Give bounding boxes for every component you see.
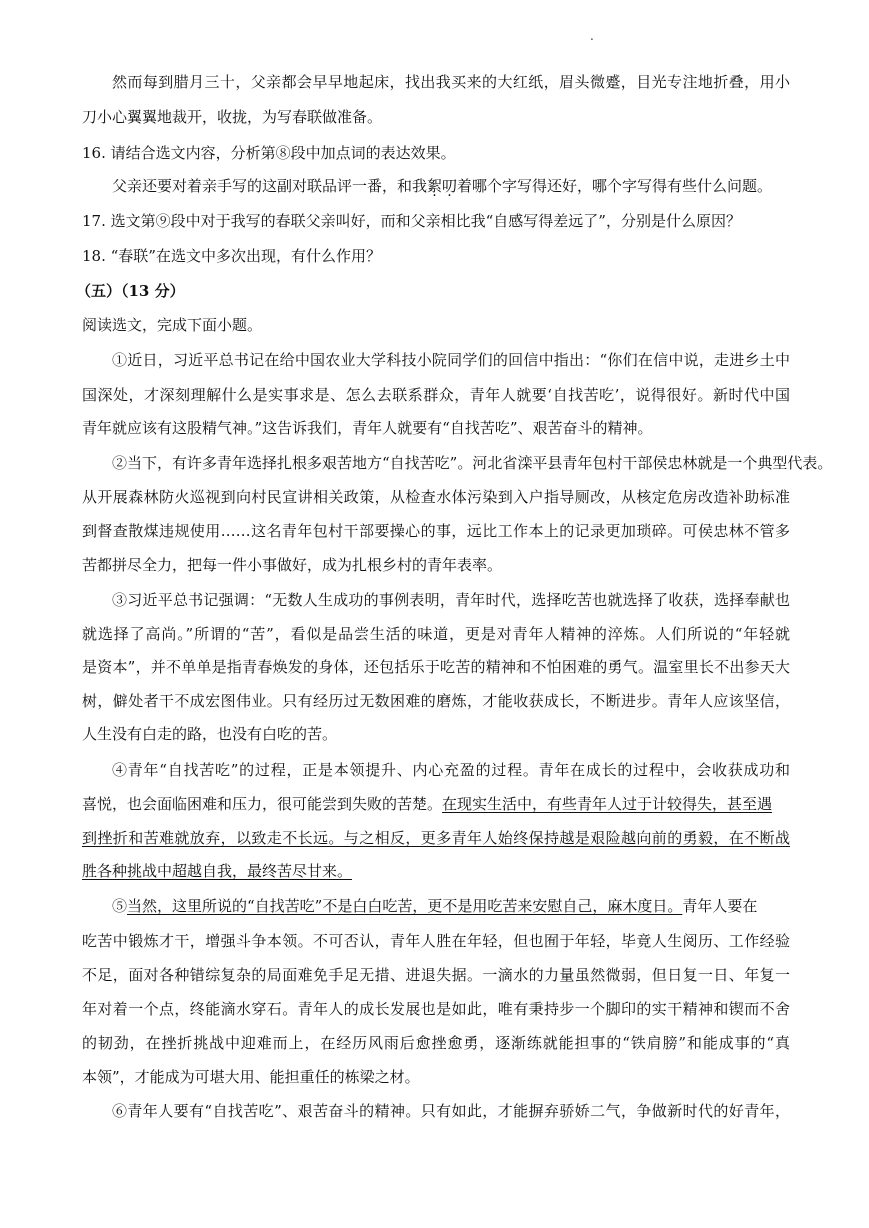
paragraph-4-line: ④青年“自找苦吃”的过程，正是本领提升、内心充盈的过程。青年在成长的过程中，会收获成功和: [112, 761, 790, 779]
paragraph-4-line: [82, 861, 790, 881]
paragraph-3-line: 是资本”，并不单单是指青春焕发的身体，还包括乐于吃苦的精神和不怕困难的勇气。温室里长不出参天大: [82, 658, 790, 676]
underlined-text: 当然，这里所说的“自找苦吃”不是白白吃苦，更不是用吃苦来安慰自己，麻木度日。: [127, 897, 683, 915]
underlined-text: 胜各种挑战中超越自我，最终苦尽甘来。: [82, 862, 353, 880]
paragraph-number: ⑤: [112, 897, 128, 915]
question-17: 17. 选文第⑨段中对于我写的春联父亲叫好，而和父亲相比我“自感写得差远了”，分别是什么原因？: [82, 212, 741, 230]
paragraph-3-line: ③习近平总书记强调：“无数人生成功的事例表明，青年时代，选择吃苦也就选择了收获，选择奉献也: [112, 591, 790, 609]
paragraph-5-line: 本领”，才能成为可堪大用、能担重任的栋梁之材。: [82, 1068, 420, 1086]
paragraph-4-line: [82, 794, 790, 814]
paragraph-5-line: 的韧劲，在挫折挑战中迎难而上，在经历风雨后愈挫愈勇，逐渐练就能担事的“铁肩膀”和能成事的“真: [82, 1034, 790, 1052]
dotted-char: 絮: [427, 177, 443, 195]
paragraph-2-line: 从开展森林防火巡视到向村民宣讲相关政策，从检查水体污染到入户指导厕改，从核定危房改造补助标准: [82, 488, 790, 506]
plain-text: 青年人要在: [682, 897, 758, 915]
instruction: 阅读选文，完成下面小题。: [82, 316, 263, 334]
paragraph-1-line: 青年就应该有这股精气神。”这告诉我们，青年人就要有“自找苦吃”、艰苦奋斗的精神。: [82, 419, 653, 437]
quote-text: 父亲还要对着亲手写的这副对联品评一番，和我: [112, 177, 428, 195]
paragraph-2-line: ②当下，有许多青年选择扎根多艰苦地方“自找苦吃”。河北省滦平县青年包村干部侯忠林就是一个典型代表。: [112, 454, 833, 472]
paragraph-5-line: 不足，面对各种错综复杂的局面难免手足无措、进退失据。一滴水的力量虽然微弱，但日复一日、年复一: [82, 966, 790, 984]
paragraph-2-line: 苦都拼尽全力，把每一件小事做好，成为扎根乡村的青年表率。: [82, 556, 503, 574]
paragraph-3-line: 树，僻处者干不成宏图伟业。只有经历过无数困难的磨炼，才能收获成长，不断进步。青年人应该坚信，: [82, 692, 790, 710]
plain-text: 喜悦，也会面临困难和压力，很可能尝到失败的苦楚。: [82, 795, 443, 813]
question-16: 16. 请结合选文内容，分析第⑧段中加点词的表达效果。: [82, 144, 456, 162]
paragraph-6-line: ⑥青年人要有“自找苦吃”、艰苦奋斗的精神。只有如此，才能摒弃骄娇二气，争做新时代的好青年，: [112, 1102, 790, 1120]
paragraph-5-line: 吃苦中锻炼才干，增强斗争本领。不可否认，青年人胜在年轻，但也囿于年轻，毕竟人生阅历、工作经验: [82, 932, 790, 950]
paragraph-4-line: 到挫折和苦难就放弃，以致走不长远。与之相反，更多青年人始终保持越是艰险越向前的勇毅，在不断战: [82, 829, 790, 847]
passage-line: 刀小心翼翼地裁开，收拢，为写春联做准备。: [82, 108, 383, 126]
paragraph-5-line: [112, 896, 790, 916]
paragraph-3-line: 就选择了高尚。”所谓的“苦”，看似是品尝生活的味道，更是对青年人精神的淬炼。人们所说的“年轻就: [82, 625, 790, 643]
paragraph-1-line: ①近日，习近平总书记在给中国农业大学科技小院同学们的回信中指出：“你们在信中说，走进乡土中: [112, 351, 790, 369]
page-mark: .: [590, 29, 594, 43]
question-16-quote: [112, 176, 790, 196]
underlined-text: 在现实生活中，有些青年人过于计较得失，甚至遇: [442, 795, 773, 813]
paragraph-1-line: 国深处，才深刻理解什么是实事求是、怎么去联系群众，青年人就要‘自找苦吃’，说得很好。新时代中国: [82, 386, 790, 404]
quote-text: 着哪个字写得还好，哪个字写得有些什么问题。: [457, 177, 773, 195]
paragraph-5-line: 年对着一个点，终能滴水穿石。青年人的成长发展也是如此，唯有秉持步一个脚印的实干精神和锲而不舍: [82, 1000, 790, 1018]
paragraph-3-line: 人生没有白走的路，也没有白吃的苦。: [82, 725, 338, 743]
passage-line: 然而每到腊月三十，父亲都会早早地起床，找出我买来的大红纸，眉头微蹙，目光专注地折叠，用小: [112, 73, 790, 91]
question-18: 18. “春联”在选文中多次出现，有什么作用？: [82, 247, 381, 265]
section-title: （五）（13 分）: [76, 282, 185, 300]
dotted-char: 叨: [442, 177, 458, 195]
paragraph-2-line: 到督查散煤违规使用……这名青年包村干部要操心的事，远比工作本上的记录更加琐碎。可侯忠林不管多: [82, 522, 790, 540]
